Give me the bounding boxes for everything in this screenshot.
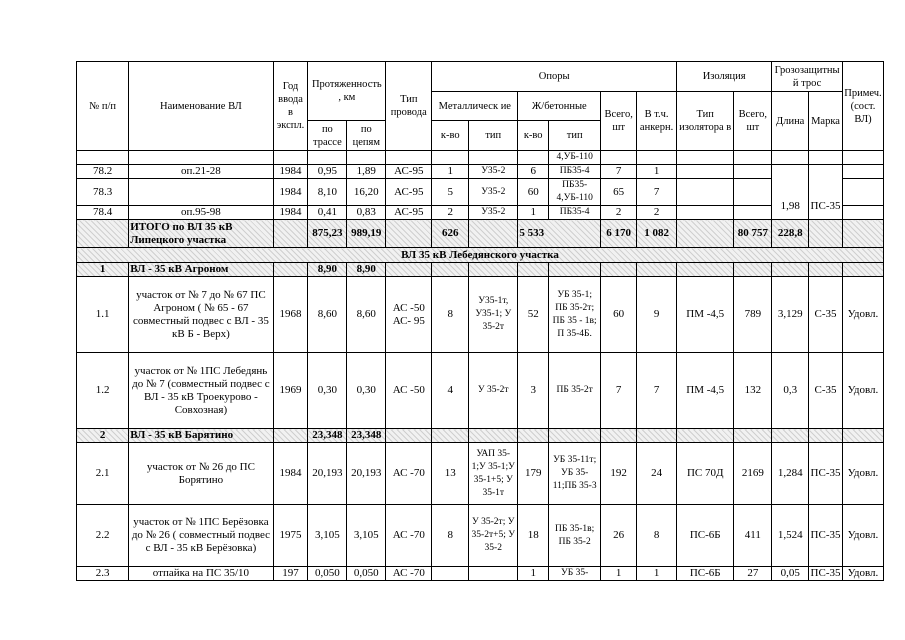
cell-gw-len: 3,129 [772,277,809,353]
cell-gw-mark: С-35 [809,277,843,353]
header-name: Наименование ВЛ [129,62,273,151]
cell-ins-type: ПМ -4,5 [677,277,734,353]
cell-total: 60 [601,277,637,353]
cell-anchor: 9 [637,277,677,353]
cell-name: оп.95-98 [129,206,273,220]
header-gw-len: Длина [772,92,809,151]
header-ins-total: Всего, шт [734,92,772,151]
cell-route: 0,050 [308,567,347,581]
cell-c-qty: 179 [518,443,549,505]
cell-chain: 8,60 [347,277,386,353]
line-chain: 23,348 [347,429,386,443]
section-row [77,248,884,263]
cell-note: Удовл. [842,505,883,567]
header-type2: тип [549,121,601,151]
cell-anchor: 1 [637,567,677,581]
cell-num: 1.1 [77,277,129,353]
cell-m-qty [432,567,469,581]
cell-chain: 0,050 [347,567,386,581]
cell-c-qty: 1 [518,567,549,581]
header-gw-mark: Марка [809,92,843,151]
cell-m-qty: 2 [432,206,469,220]
total-gw-len: 228,8 [772,220,809,248]
cell-wire: АС -70 [386,443,432,505]
cell-c-type: 4,УБ-110 [549,151,601,165]
cell-name: участок от № 26 до ПС Борятино [129,443,273,505]
cell-chain: 20,193 [347,443,386,505]
cell-c-type: ПБ35-4 [549,165,601,179]
header-ground-wire: Грозозащитны й трос [772,62,843,92]
line-chain: 8,90 [347,263,386,277]
cell-c-qty: 3 [518,353,549,429]
cell-anchor: 2 [637,206,677,220]
cell-year: 1984 [273,443,308,505]
cell-c-type: ПБ 35-1в; ПБ 35-2 [549,505,601,567]
total-route: 875,23 [308,220,347,248]
table-row [77,206,884,220]
cell-gw-len: 1,98 [772,165,809,220]
cell-wire: АС-95 [386,165,432,179]
cell-anchor: 8 [637,505,677,567]
cell-num: 1.2 [77,353,129,429]
cell-ins-type: ПС-6Б [677,567,734,581]
cell-c-qty: 1 [518,206,549,220]
header-metal: Металлическ ие [432,92,518,121]
cell-total: 192 [601,443,637,505]
cell-total: 7 [601,165,637,179]
cell-chain: 0,30 [347,353,386,429]
cell-gw-mark: С-35 [809,353,843,429]
total-total: 6 170 [601,220,637,248]
cell-gw-len: 0,3 [772,353,809,429]
cell-wire: АС -50 АС- 95 [386,277,432,353]
header-type: тип [469,121,518,151]
cell-c-qty: 60 [518,179,549,206]
cell-year: 1975 [273,505,308,567]
cell-c-type: УБ 35-11т; УБ 35-11;ПБ 35-3 [549,443,601,505]
cell-name: участок от № 1ПС Лебедянь до № 7 (совместный подвес с ВЛ - 35 кВ Троекурово - Совхозная) [129,353,273,429]
cell-m-type: У35-2 [469,206,518,220]
cell-route: 3,105 [308,505,347,567]
table-row [77,165,884,179]
cell-c-type: УБ 35- [549,567,601,581]
cell-chain: 16,20 [347,179,386,206]
table-row [77,151,884,165]
header-length: Протяженность , км [308,62,386,121]
cell-m-type: У 35-2т; У 35-2т+5; У 35-2 [469,505,518,567]
header-year: Год ввода в экспл. [273,62,308,151]
table-row [77,179,884,206]
header-len-route: по трассе [308,121,347,151]
line-row [77,429,884,443]
cell-note: Удовл. [842,353,883,429]
cell-m-qty: 8 [432,505,469,567]
cell-m-qty: 4 [432,353,469,429]
table-row [77,567,884,581]
total-m-qty: 626 [432,220,469,248]
header-len-chain: по цепям [347,121,386,151]
cell-wire: АС-95 [386,179,432,206]
total-row [77,220,884,248]
cell-route: 0,41 [308,206,347,220]
cell-gw-mark: ПС-35 [810,567,841,579]
cell-chain: 0,83 [347,206,386,220]
header-qty: к-во [432,121,469,151]
cell-year: 1984 [273,179,308,206]
cell-ins-type: ПМ -4,5 [677,353,734,429]
cell-note: Удовл. [842,567,883,581]
cell-ins-type: ПС-6Б [677,505,734,567]
cell-ins-total: 132 [734,353,772,429]
cell-name: участок от № 7 до № 67 ПС Агроном ( № 65 - 67 совместный подвес с ВЛ - 35 кВ Б - Верх) [129,277,273,353]
cell-route: 0,95 [308,165,347,179]
cell-gw-len: 0,05 [772,567,809,581]
header-qty2: к-во [518,121,549,151]
total-anchor: 1 082 [637,220,677,248]
cell-route: 8,10 [308,179,347,206]
line-num: 1 [77,263,129,277]
cell-c-qty: 18 [518,505,549,567]
total-chain: 989,19 [347,220,386,248]
line-name: ВЛ - 35 кВ Агроном [129,263,273,277]
cell-note: Удовл. [842,443,883,505]
total-ins-total: 80 757 [734,220,772,248]
cell-gw-mark: ПС-35 [809,505,843,567]
line-num: 2 [77,429,129,443]
cell-c-type: ПБ35-4,УБ-110 [549,179,601,206]
cell-wire: АС-95 [386,206,432,220]
cell-name: оп.21-28 [129,165,273,179]
table-row [77,353,884,429]
header-total: Всего, шт [601,92,637,151]
cell-year: 1969 [273,353,308,429]
cell-chain: 1,89 [347,165,386,179]
cell-m-qty: 5 [432,179,469,206]
header-insulation: Изоляция [677,62,772,92]
total-c-qty: 5 533 [518,220,601,248]
cell-m-type: У35-1т, У35-1; У 35-2т [469,277,518,353]
cell-year: 197 [273,567,308,581]
cell-c-type: ПБ 35-2т [549,353,601,429]
cell-year: 1984 [273,206,308,220]
cell-num: 78.2 [77,165,129,179]
header-note: Примеч. (сост. ВЛ) [842,62,883,151]
table-row [77,505,884,567]
header-supports: Опоры [432,62,677,92]
line-route: 23,348 [308,429,347,443]
cell-num: 2.1 [77,443,129,505]
cell-chain: 3,105 [347,505,386,567]
cell-c-qty: 6 [518,165,549,179]
cell-m-type: УАП 35-1;У 35-1;У 35-1+5; У 35-1т [469,443,518,505]
section-title: ВЛ 35 кВ Лебедянского участка [77,248,884,263]
cell-year: 1984 [273,165,308,179]
cell-c-type: ПБ35-4 [549,206,601,220]
cell-name [129,179,273,206]
cell-ins-total: 27 [734,567,772,581]
cell-m-type: У35-2 [469,165,518,179]
cell-wire: АС -70 [386,567,432,581]
cell-total: 7 [601,353,637,429]
cell-gw-len: 1,524 [772,505,809,567]
cell-wire: АС -70 [386,505,432,567]
cell-name: участок от № 1ПС Берёзовка до № 26 ( совместный подвес с ВЛ - 35 кВ Берёзовка) [129,505,273,567]
cell-anchor: 1 [637,165,677,179]
cell-num: 78.3 [77,179,129,206]
cell-route: 20,193 [308,443,347,505]
cell-anchor: 7 [637,179,677,206]
cell-gw-mark: ПС-35 [809,165,843,220]
cell-total: 65 [601,179,637,206]
cell-gw-mark: ПС-35 [809,443,843,505]
line-row [77,263,884,277]
table-row [77,443,884,505]
data-table [76,61,884,581]
cell-gw-len: 1,284 [772,443,809,505]
cell-route: 0,30 [308,353,347,429]
cell-num: 2.3 [77,567,129,581]
cell-ins-type: ПС 70Д [677,443,734,505]
header-num: № п/п [77,62,129,151]
cell-m-type: У 35-2т [469,353,518,429]
line-route: 8,90 [308,263,347,277]
line-name: ВЛ - 35 кВ Барятино [129,429,273,443]
cell-wire: АС -50 [386,353,432,429]
cell-anchor: 24 [637,443,677,505]
cell-m-qty: 13 [432,443,469,505]
total-label: ИТОГО по ВЛ 35 кВ Липецкого участка [129,220,273,248]
cell-ins-total: 789 [734,277,772,353]
cell-total: 1 [601,567,637,581]
cell-c-qty: 52 [518,277,549,353]
cell-anchor: 7 [637,353,677,429]
cell-num: 2.2 [77,505,129,567]
cell-num: 78.4 [77,206,129,220]
cell-total: 2 [601,206,637,220]
header-ins-type: Тип изолятора в [677,92,734,151]
cell-m-qty: 1 [432,165,469,179]
header-anchor: В т.ч. анкерн. [637,92,677,151]
cell-ins-total: 2169 [734,443,772,505]
cell-c-type: УБ 35-1; ПБ 35-2т; ПБ 35 - 1в; П 35-4Б. [549,277,601,353]
header-concrete: Ж/бетонные [518,92,601,121]
cell-ins-total: 411 [734,505,772,567]
header-wire: Тип провода [386,62,432,151]
cell-note: Удовл. [842,277,883,353]
cell-name: отпайка на ПС 35/10 [129,567,273,581]
cell-m-type [469,567,518,581]
cell-m-type: У35-2 [469,179,518,206]
cell-total: 26 [601,505,637,567]
cell-m-qty: 8 [432,277,469,353]
cell-route: 8,60 [308,277,347,353]
table-row [77,277,884,353]
cell-year: 1968 [273,277,308,353]
